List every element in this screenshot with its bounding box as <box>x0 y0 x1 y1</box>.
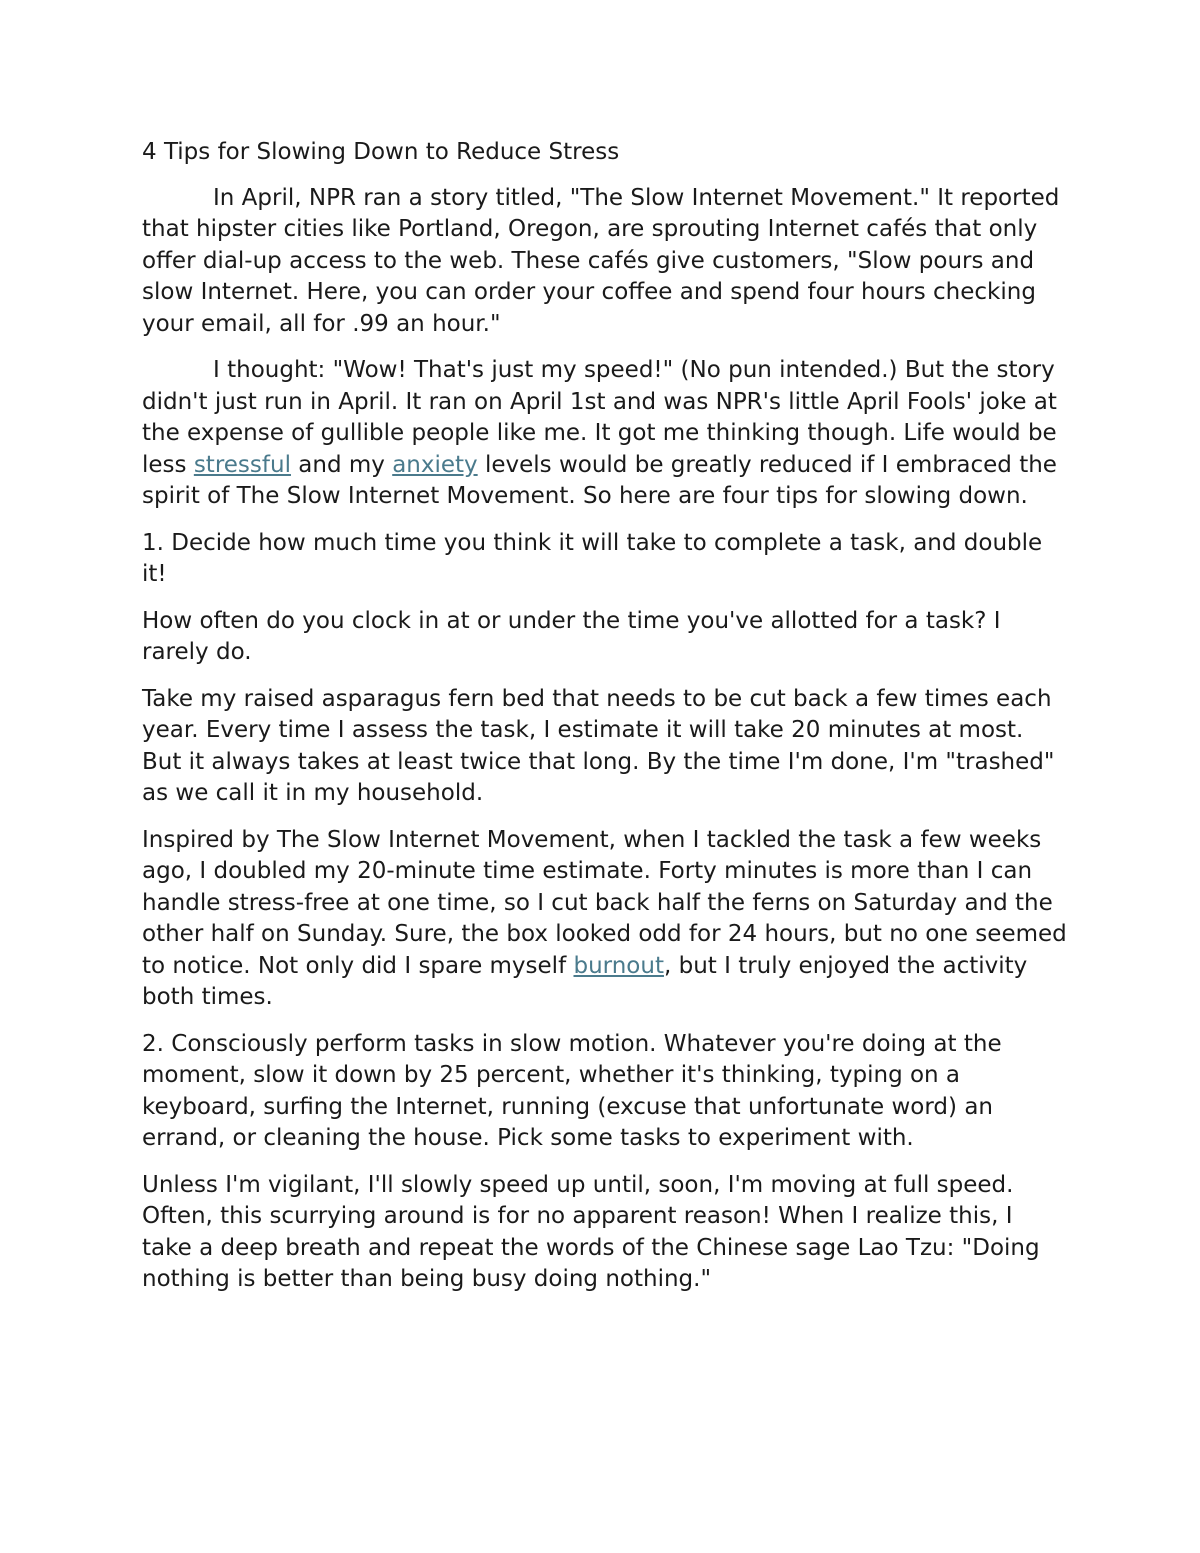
paragraph-lao-tzu: Unless I'm vigilant, I'll slowly speed up until, soon, I'm moving at full speed. Often, this scurrying around is for no apparent reason! When I realize this, I take a deep breath and repeat the words of the Chinese sage Lao Tzu: "Doing nothing is better than being busy doing nothing." <box>142 1171 1040 1292</box>
paragraph-text: I thought: "Wow! That's just my speed!" (No pun intended.) But the story didn't just run in April. It ran on April 1st and was NPR's little April Fools' joke at the expense of gullible people like me. It got me thinking though. Life would be less <box>142 357 1057 478</box>
stressful-link[interactable]: stressful <box>193 451 291 478</box>
burnout-link[interactable]: burnout <box>573 952 664 979</box>
paragraph-text: levels would be greatly reduced if I embraced the spirit of The Slow Internet Movement. So here are four tips for slowing down. <box>142 451 1057 509</box>
paragraph-text: and my <box>290 451 393 478</box>
paragraph-asparagus: Take my raised asparagus fern bed that needs to be cut back a few times each year. Every time I assess the task, I estimate it will take 20 minutes at most. But it always takes at least twice that long. By the time I'm done, I'm "trashed" as we call it in my household. <box>142 685 1055 806</box>
tip-2-paragraph: 2. Consciously perform tasks in slow motion. Whatever you're doing at the moment, slow it down by 25 percent, whether it's thinking, typing on a keyboard, surfing the Internet, running (excuse that unfortunate word) an errand, or cleaning the house. Pick some tasks to experiment with. <box>142 1030 1002 1151</box>
tip-1-heading: 1. Decide how much time you think it will take to complete a task, and double it! <box>142 529 1043 587</box>
paragraph-april-fools <box>142 355 1067 513</box>
paragraph-text: , but I truly enjoyed the activity both times. <box>142 952 1028 1010</box>
paragraph-inspired <box>142 825 1067 1014</box>
paragraph-intro: In April, NPR ran a story titled, "The Slow Internet Movement." It reported that hipster cities like Portland, Oregon, are sprouting Internet cafés that only offer dial-up access to the web. These cafés give customers, "Slow pours and slow Internet. Here, you can order your coffee and spend four hours checking your email, all for .99 an hour." <box>142 184 1060 337</box>
document-page <box>142 137 1067 1311</box>
document-title: 4 Tips for Slowing Down to Reduce Stress <box>142 139 620 165</box>
anxiety-link[interactable]: anxiety <box>392 451 478 478</box>
paragraph-text: Inspired by The Slow Internet Movement, when I tackled the task a few weeks ago, I doubled my 20-minute time estimate. Forty minutes is more than I can handle stress-free at one time, so I cut back half the ferns on Saturday and the other half on Sunday. Sure, the box looked odd for 24 hours, but no one seemed to notice. Not only did I spare myself <box>142 826 1067 979</box>
paragraph-clock-in: How often do you clock in at or under the time you've allotted for a task? I rarely do. <box>142 607 1001 665</box>
